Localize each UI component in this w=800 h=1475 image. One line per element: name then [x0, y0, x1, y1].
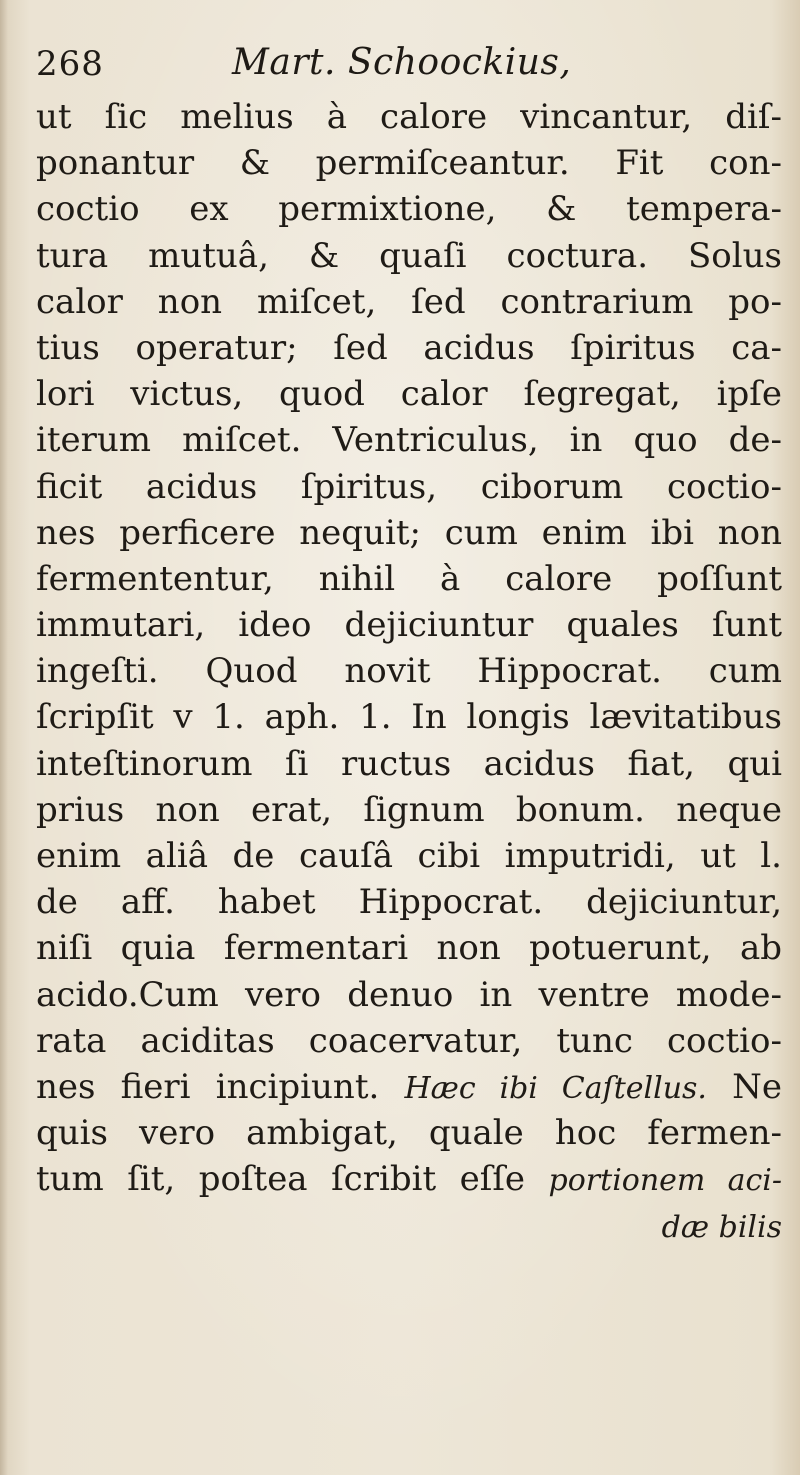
text-line: calor non miſcet, ſed contrarium po- — [36, 281, 782, 322]
text-line: ut ſic melius à calore vincantur, diſ- — [36, 97, 782, 137]
text-line: acido.Cum vero denuo in ventre mode- — [36, 974, 782, 1015]
catchword-line — [36, 1203, 782, 1249]
text-line — [36, 1064, 782, 1110]
italic-phrase: portionem aci- — [548, 1163, 783, 1199]
text-line: enim aliâ de cauſâ cibi imputridi, ut l. — [36, 836, 782, 876]
text-line: quis vero ambigat, quale hoc fermen- — [36, 1113, 782, 1154]
running-head: Mart. Schoockius, — [232, 42, 572, 83]
text-line: immutari, ideo dejiciuntur quales ſunt — [36, 605, 782, 646]
text-segment: tum ſit, poſtea ſcribit eſſe — [36, 1159, 549, 1200]
text-line: ponantur & permiſceantur. Fit con- — [36, 143, 782, 184]
body-text — [36, 94, 782, 1249]
page-number: 268 — [36, 44, 104, 84]
text-segment: Ne — [706, 1066, 782, 1107]
text-line: niſi quia fermentari non potuerunt, ab — [36, 928, 782, 969]
text-line: ingeſti. Quod novit Hippocrat. cum — [36, 651, 782, 692]
text-line: tius operatur; ſed acidus ſpiritus ca- — [36, 327, 782, 368]
text-line: de aff. habet Hippocrat. dejiciuntur, — [36, 882, 782, 923]
text-line — [36, 1156, 782, 1202]
text-line: ſcripſit v 1. aph. 1. In longis lævitatibus — [36, 697, 782, 738]
text-line: coctio ex permixtione, & tempera- — [36, 189, 782, 230]
text-line: tura mutuâ, & quaſi coctura. Solus — [36, 235, 782, 276]
text-line: lori victus, quod calor ſegregat, ipſe — [36, 374, 782, 415]
page-gutter-shadow — [0, 0, 8, 1475]
italic-citation: Hæc ibi Caſtellus. — [404, 1070, 707, 1106]
catchword: dæ bilis — [661, 1209, 782, 1245]
text-line: iterum miſcet. Ventriculus, in quo de- — [36, 420, 782, 461]
text-line: ficit acidus ſpiritus, ciborum coctio- — [36, 466, 782, 507]
page-header — [36, 40, 776, 90]
text-line: inteſtinorum ſi ructus acidus fiat, qui — [36, 743, 782, 784]
text-segment: nes fieri incipiunt. — [36, 1066, 405, 1107]
text-line: rata aciditas coacervatur, tunc coctio- — [36, 1020, 782, 1061]
text-line: prius non erat, ſignum bonum. neque — [36, 789, 782, 830]
text-line: nes perficere nequit; cum enim ibi non — [36, 512, 782, 553]
text-line: fermententur, nihil à calore poſſunt — [36, 558, 782, 599]
